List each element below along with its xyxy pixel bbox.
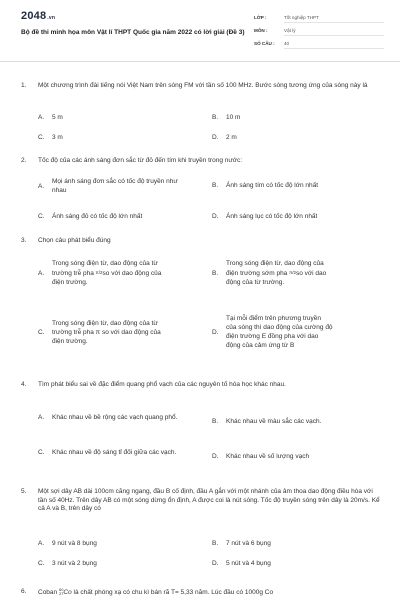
- meta-row-mon: [254, 27, 384, 40]
- meta-row-lop: [254, 14, 384, 27]
- option-letter: C.: [38, 449, 45, 456]
- document-title: Bộ đề thi minh họa môn Vật lí THPT Quốc gia năm 2022 có lời giải (Đề 3): [21, 29, 245, 36]
- logo-suffix: .vn: [47, 15, 56, 21]
- option-a[interactable]: [38, 259, 208, 287]
- option-text: 5 m: [52, 114, 63, 121]
- option-line: Trong sóng điện từ, dao động của từ: [52, 260, 158, 267]
- option-b[interactable]: [212, 181, 387, 190]
- option-text: 10 m: [226, 114, 241, 121]
- option-line: động của từ trường.: [226, 279, 285, 286]
- option-letter: A.: [38, 182, 45, 190]
- option-letter: D.: [212, 328, 219, 336]
- option-letter: A.: [38, 269, 45, 277]
- option-letter: A.: [38, 540, 45, 547]
- isotope-atomic: 27: [58, 591, 64, 596]
- fraction: π/2: [95, 270, 103, 275]
- option-c[interactable]: [38, 133, 208, 142]
- question-number: 1.: [21, 82, 27, 89]
- option-b[interactable]: [212, 113, 387, 122]
- option-text: 5 nút và 4 bụng: [226, 560, 271, 567]
- option-letter: C.: [38, 134, 45, 141]
- question-number: 3.: [21, 237, 27, 244]
- socau-value: 40: [284, 41, 384, 49]
- logo-text: 2048: [21, 10, 47, 22]
- question-number: 6.: [21, 588, 27, 595]
- option-d[interactable]: [212, 212, 387, 221]
- option-letter: C.: [38, 213, 45, 220]
- option-text: Ánh sáng đỏ có tốc độ lớn nhất: [52, 213, 143, 220]
- question-text: Tốc độ của các ánh sáng đơn sắc từ đỏ đến tím khi truyền trong nước:: [38, 157, 243, 164]
- option-line: động của cảm ứng từ B: [226, 342, 295, 349]
- option-line: Trong sóng điện từ, dao động của: [226, 260, 324, 267]
- option-d[interactable]: [212, 452, 387, 461]
- option-b[interactable]: [212, 539, 387, 548]
- option-text: 2 m: [226, 134, 237, 141]
- option-text: 9 nút và 8 bụng: [52, 540, 97, 547]
- option-a[interactable]: [38, 177, 208, 195]
- option-letter: A.: [38, 114, 45, 121]
- option-line: điện trường sớm pha: [226, 270, 290, 277]
- option-text: 3 m: [52, 134, 63, 141]
- option-letter: B.: [212, 269, 219, 277]
- question-number: 4.: [21, 381, 27, 388]
- option-letter: B.: [212, 418, 219, 425]
- fraction: π/2: [289, 270, 296, 275]
- socau-label: SỐ CÂU :: [254, 41, 275, 46]
- option-b[interactable]: [212, 417, 387, 426]
- option-a[interactable]: [38, 413, 208, 422]
- question-text-part: là chất phóng xạ có chu kì bán rã T= 5,33 năm. Lúc đầu có 1000g Co: [71, 589, 274, 596]
- option-letter: B.: [212, 114, 219, 121]
- lop-value: Tốt nghiệp THPT: [284, 15, 384, 23]
- option-text: Mọi ánh sáng đơn sắc có tốc độ truyền như nhau: [52, 178, 178, 194]
- option-line: Tại mỗi điểm trên phương truyền: [226, 315, 321, 322]
- option-text: Ánh sáng tím có tốc độ lớn nhất: [226, 182, 319, 189]
- mon-value: Vật lý: [284, 28, 384, 36]
- option-c[interactable]: [38, 559, 208, 568]
- option-text: Khác nhau về màu sắc các vạch.: [226, 418, 322, 425]
- option-line: trường trễ pha π so với dao động của: [52, 329, 161, 336]
- option-d[interactable]: [212, 559, 387, 568]
- option-a[interactable]: [38, 539, 208, 548]
- question-text: Tìm phát biểu sai về đặc điểm quang phổ vạch của các nguyên tố hóa học khác nhau.: [38, 381, 286, 388]
- option-text: 7 nút và 6 bụng: [226, 540, 271, 547]
- meta-info: [254, 14, 384, 53]
- option-a[interactable]: [38, 113, 208, 122]
- option-letter: B.: [212, 182, 219, 189]
- option-text: Khác nhau về số lượng vạch: [226, 453, 310, 460]
- question-text: [38, 588, 383, 598]
- question-text: Một chương trình đài tiếng nói Việt Nam trên sóng FM với tần số 100 MHz. Bước sóng tương ứng của sóng này là: [38, 82, 368, 89]
- option-line: trường trễ pha: [52, 270, 96, 277]
- option-line: so với dao động của: [102, 270, 162, 277]
- option-line: Trong sóng điện từ, dao động của từ: [52, 320, 158, 327]
- option-text: [52, 259, 161, 287]
- mon-label: MÔN :: [254, 28, 268, 33]
- question-number: 5.: [21, 488, 27, 495]
- option-text: [52, 319, 161, 346]
- option-d[interactable]: [212, 133, 387, 142]
- option-text: [226, 314, 333, 350]
- option-c[interactable]: [38, 448, 208, 457]
- option-letter: D.: [212, 560, 219, 567]
- option-text: Khác nhau về độ sáng tỉ đối giữa các vạch.: [52, 449, 177, 456]
- option-c[interactable]: [38, 212, 208, 221]
- option-line: điện trường E đồng pha với dao: [226, 333, 319, 340]
- question-text: Một sợi dây AB dài 100cm căng ngang, đầu B cố định, đầu A gắn với một nhánh của âm thoa dao động điều hòa với tần số 40Hz. Trên dây AB có một sóng dừng ổn định, A được coi là nút sóng. Tốc độ truyền sóng trên dây là 20m/s. Kể cả A và B, trên dây có: [38, 488, 380, 512]
- question-text-part: Coban: [38, 589, 59, 596]
- document-header: [0, 0, 400, 62]
- option-text: 3 nút và 2 bụng: [52, 560, 97, 567]
- isotope-symbol: Co: [63, 589, 72, 596]
- option-letter: D.: [212, 213, 219, 220]
- site-logo[interactable]: [21, 10, 55, 22]
- option-b[interactable]: [212, 259, 387, 287]
- option-letter: B.: [212, 540, 219, 547]
- option-letter: D.: [212, 134, 219, 141]
- option-letter: C.: [38, 560, 45, 567]
- option-text: Khác nhau về bề rộng các vạch quang phổ.: [52, 414, 178, 421]
- option-letter: D.: [212, 453, 219, 460]
- option-line: điện trường.: [52, 279, 88, 286]
- option-line: so với dao: [295, 270, 327, 277]
- isotope-mass: 60: [58, 587, 64, 592]
- option-text: [226, 259, 326, 287]
- option-c[interactable]: [38, 319, 208, 346]
- lop-label: LỚP :: [254, 15, 267, 20]
- question-number: 2.: [21, 157, 27, 164]
- option-line: điện trường.: [52, 338, 88, 345]
- option-letter: A.: [38, 414, 45, 421]
- meta-row-socau: [254, 40, 384, 53]
- option-letter: C.: [38, 329, 45, 336]
- option-d[interactable]: [212, 314, 387, 350]
- option-text: Ánh sáng lục có tốc độ lớn nhất: [226, 213, 318, 220]
- option-line: của sóng thì dao động của cường độ: [226, 324, 333, 331]
- question-text: Chọn câu phát biểu đúng: [38, 237, 111, 244]
